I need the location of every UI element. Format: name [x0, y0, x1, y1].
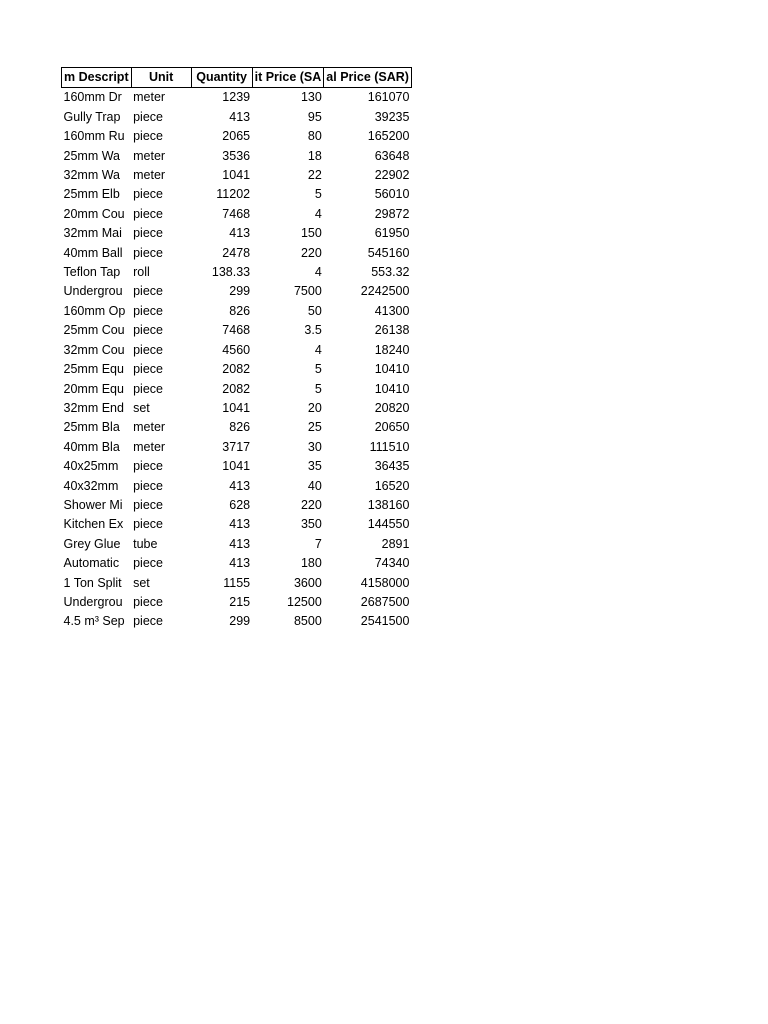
cell-total-price[interactable]: 165200: [367, 129, 410, 144]
cell-unit-price[interactable]: 3.5: [304, 323, 322, 338]
cell-description[interactable]: Shower Mi: [63, 497, 123, 512]
cell-total-price[interactable]: 56010: [374, 187, 410, 202]
cell-description[interactable]: 40mm Bla: [63, 439, 120, 454]
cell-unit-price[interactable]: 18: [307, 148, 322, 163]
table-row: [62, 302, 412, 321]
cell-quantity[interactable]: 3536: [222, 148, 251, 163]
cell-unit[interactable]: meter: [133, 420, 166, 435]
cell-quantity[interactable]: 2478: [222, 245, 251, 260]
cell-quantity[interactable]: 413: [229, 536, 251, 551]
cell-quantity[interactable]: 1041: [222, 400, 251, 415]
cell-quantity[interactable]: 1155: [223, 575, 251, 590]
table-row: [62, 88, 412, 108]
cell-unit[interactable]: piece: [133, 226, 163, 241]
table-row: [62, 457, 412, 476]
cell-unit-price[interactable]: 12500: [287, 594, 322, 609]
table-row: [62, 399, 412, 418]
cell-total-price[interactable]: 2242500: [360, 284, 410, 299]
cell-unit[interactable]: tube: [133, 536, 158, 551]
table-row: [62, 418, 412, 437]
cell-description[interactable]: Undergrou: [63, 284, 123, 299]
table-row: [62, 360, 412, 379]
cell-unit-price[interactable]: 350: [300, 517, 322, 532]
cell-total-price[interactable]: 138160: [367, 497, 410, 512]
table-row: [62, 574, 412, 593]
cell-unit-price[interactable]: 40: [307, 478, 322, 493]
cell-total-price[interactable]: 74340: [374, 556, 410, 571]
cell-description[interactable]: Teflon Tap: [63, 265, 121, 280]
table-row: [62, 127, 412, 146]
cell-quantity[interactable]: 2082: [222, 362, 251, 377]
cell-unit[interactable]: piece: [133, 497, 163, 512]
table-row: [62, 341, 412, 360]
cell-quantity[interactable]: 2065: [222, 129, 251, 144]
cell-description[interactable]: 32mm Wa: [63, 168, 120, 183]
table-row: [62, 535, 412, 554]
cell-quantity[interactable]: 3717: [222, 439, 251, 454]
cell-quantity[interactable]: 7468: [222, 206, 251, 221]
table-row: [62, 612, 412, 631]
table-row: [62, 147, 412, 166]
cell-total-price[interactable]: 39235: [374, 109, 410, 124]
cell-total-price[interactable]: 26138: [374, 323, 410, 338]
cell-description[interactable]: 160mm Ru: [63, 129, 125, 144]
cell-unit[interactable]: piece: [133, 303, 163, 318]
cell-unit[interactable]: meter: [133, 148, 166, 163]
cell-description[interactable]: 25mm Elb: [63, 187, 120, 202]
cell-unit[interactable]: meter: [133, 439, 166, 454]
header-quantity[interactable]: Quantity: [191, 68, 252, 88]
cell-quantity[interactable]: 1041: [222, 168, 251, 183]
cell-unit-price[interactable]: 4: [314, 265, 322, 280]
cell-unit-price[interactable]: 7500: [293, 284, 322, 299]
cell-unit[interactable]: piece: [133, 556, 163, 571]
cell-quantity[interactable]: 826: [229, 420, 251, 435]
spreadsheet-table: [61, 67, 412, 632]
cell-total-price[interactable]: 111510: [369, 439, 410, 454]
cell-quantity[interactable]: 299: [229, 284, 251, 299]
cell-total-price[interactable]: 2891: [381, 536, 410, 551]
header-unit-price[interactable]: it Price (SA: [252, 68, 324, 88]
cell-quantity[interactable]: 413: [229, 478, 251, 493]
cell-unit[interactable]: roll: [133, 265, 150, 280]
cell-unit[interactable]: piece: [133, 206, 163, 221]
cell-quantity[interactable]: 215: [229, 594, 251, 609]
cell-quantity[interactable]: 299: [229, 614, 251, 629]
cell-unit[interactable]: piece: [133, 381, 163, 396]
cell-quantity[interactable]: 1041: [222, 459, 251, 474]
cell-unit[interactable]: piece: [133, 323, 163, 338]
cell-unit[interactable]: piece: [133, 342, 163, 357]
cell-total-price[interactable]: 29872: [374, 206, 410, 221]
table-row: [62, 108, 412, 127]
cell-total-price[interactable]: 2687500: [360, 594, 410, 609]
cell-unit-price[interactable]: 35: [307, 459, 322, 474]
cell-unit-price[interactable]: 4: [314, 206, 322, 221]
cell-description[interactable]: 25mm Equ: [63, 362, 124, 377]
cell-unit-price[interactable]: 30: [307, 439, 322, 454]
cell-unit-price[interactable]: 5: [314, 381, 322, 396]
cell-description[interactable]: 40x32mm: [63, 478, 119, 493]
table-row: [62, 554, 412, 573]
cell-quantity[interactable]: 11202: [216, 187, 251, 202]
cell-total-price[interactable]: 61950: [374, 226, 410, 241]
cell-description[interactable]: Gully Trap: [63, 109, 121, 124]
table-row: [62, 263, 412, 282]
cell-unit-price[interactable]: 22: [307, 168, 322, 183]
cell-unit-price[interactable]: 220: [300, 245, 322, 260]
cell-quantity[interactable]: 138.33: [211, 265, 251, 280]
cell-description[interactable]: 32mm Cou: [63, 342, 125, 357]
cell-description[interactable]: 25mm Wa: [63, 148, 120, 163]
table-row: [62, 380, 412, 399]
cell-unit-price[interactable]: 180: [300, 556, 322, 571]
table-row: [62, 321, 412, 340]
cell-unit-price[interactable]: 3600: [293, 575, 322, 590]
table-row: [62, 185, 412, 204]
cell-description[interactable]: 160mm Op: [63, 303, 126, 318]
cell-unit-price[interactable]: 220: [300, 497, 322, 512]
cell-unit-price[interactable]: 8500: [293, 614, 322, 629]
cell-total-price[interactable]: 18240: [374, 342, 410, 357]
cell-unit[interactable]: meter: [133, 90, 166, 105]
cell-description[interactable]: 25mm Bla: [63, 420, 120, 435]
table-row: [62, 282, 412, 301]
cell-unit-price[interactable]: 50: [307, 303, 322, 318]
cell-unit[interactable]: piece: [133, 594, 163, 609]
cell-total-price[interactable]: 10410: [374, 381, 410, 396]
table-row: [62, 496, 412, 515]
cell-description[interactable]: 32mm End: [63, 400, 124, 415]
header-unit[interactable]: Unit: [131, 68, 191, 88]
table-row: [62, 515, 412, 534]
cell-quantity[interactable]: 413: [229, 556, 251, 571]
table-row: [62, 477, 412, 496]
header-item-description[interactable]: m Descript: [62, 68, 132, 88]
cell-unit[interactable]: piece: [133, 517, 163, 532]
cell-unit-price[interactable]: 4: [314, 342, 322, 357]
cell-unit[interactable]: piece: [133, 109, 163, 124]
cell-total-price[interactable]: 20650: [374, 420, 410, 435]
cell-quantity[interactable]: 2082: [222, 381, 251, 396]
cell-total-price[interactable]: 10410: [374, 362, 410, 377]
cell-total-price[interactable]: 161070: [367, 90, 410, 105]
cell-description[interactable]: 25mm Cou: [63, 323, 125, 338]
cell-unit[interactable]: piece: [133, 245, 163, 260]
cell-total-price[interactable]: 41300: [374, 303, 410, 318]
cell-quantity[interactable]: 7468: [222, 323, 251, 338]
cell-description[interactable]: 40mm Ball: [63, 245, 123, 260]
cell-total-price[interactable]: 545160: [367, 245, 410, 260]
header-total-price[interactable]: al Price (SAR): [324, 68, 412, 88]
cell-description[interactable]: 20mm Cou: [63, 206, 125, 221]
cell-quantity[interactable]: 413: [229, 226, 251, 241]
table-row: [62, 438, 412, 457]
cell-total-price[interactable]: 2541500: [360, 614, 410, 629]
cell-unit[interactable]: set: [133, 400, 150, 415]
cell-quantity[interactable]: 1239: [222, 90, 251, 105]
cell-unit-price[interactable]: 80: [307, 129, 322, 144]
cell-quantity[interactable]: 628: [229, 497, 251, 512]
cell-quantity[interactable]: 413: [229, 109, 251, 124]
cell-unit[interactable]: piece: [133, 459, 163, 474]
cell-unit[interactable]: piece: [133, 362, 163, 377]
table-row: [62, 166, 412, 185]
cell-description[interactable]: 160mm Dr: [63, 90, 122, 105]
cell-total-price[interactable]: 63648: [374, 148, 410, 163]
cell-description[interactable]: Kitchen Ex: [63, 517, 124, 532]
cell-total-price[interactable]: 22902: [374, 168, 410, 183]
table-row: [62, 205, 412, 224]
cell-description[interactable]: 1 Ton Split: [63, 575, 122, 590]
cell-quantity[interactable]: 826: [229, 303, 251, 318]
cell-description[interactable]: 20mm Equ: [63, 381, 124, 396]
cell-unit[interactable]: piece: [133, 478, 163, 493]
cell-unit-price[interactable]: 5: [314, 362, 322, 377]
cell-total-price[interactable]: 20820: [374, 400, 410, 415]
cell-unit[interactable]: piece: [133, 129, 163, 144]
cell-description[interactable]: Undergrou: [63, 594, 123, 609]
cell-unit[interactable]: meter: [133, 168, 166, 183]
cell-description[interactable]: Grey Glue: [63, 536, 121, 551]
cell-unit[interactable]: piece: [133, 187, 163, 202]
cell-unit-price[interactable]: 95: [307, 109, 322, 124]
table-row: [62, 224, 412, 243]
table-row: [62, 593, 412, 612]
header-row: [62, 68, 412, 88]
cell-unit-price[interactable]: 130: [300, 90, 322, 105]
table-row: [62, 244, 412, 263]
cell-description[interactable]: 4.5 m³ Sep: [63, 614, 125, 629]
cell-unit[interactable]: piece: [133, 614, 163, 629]
cell-description[interactable]: 40x25mm: [63, 459, 119, 474]
cell-unit-price[interactable]: 25: [307, 420, 322, 435]
cell-unit-price[interactable]: 5: [314, 187, 322, 202]
cell-unit[interactable]: set: [133, 575, 150, 590]
cell-total-price[interactable]: 553.32: [371, 265, 410, 280]
cell-description[interactable]: Automatic: [63, 556, 120, 571]
table-body: [62, 88, 412, 632]
cell-unit-price[interactable]: 20: [307, 400, 322, 415]
cell-total-price[interactable]: 36435: [374, 459, 410, 474]
cell-quantity[interactable]: 413: [229, 517, 251, 532]
cell-unit[interactable]: piece: [133, 284, 163, 299]
cell-unit-price[interactable]: 7: [314, 536, 322, 551]
cell-total-price[interactable]: 16520: [374, 478, 410, 493]
cell-description[interactable]: 32mm Mai: [63, 226, 122, 241]
cell-total-price[interactable]: 4158000: [360, 575, 410, 590]
cell-unit-price[interactable]: 150: [300, 226, 322, 241]
cell-quantity[interactable]: 4560: [222, 342, 251, 357]
cell-total-price[interactable]: 144550: [367, 517, 410, 532]
